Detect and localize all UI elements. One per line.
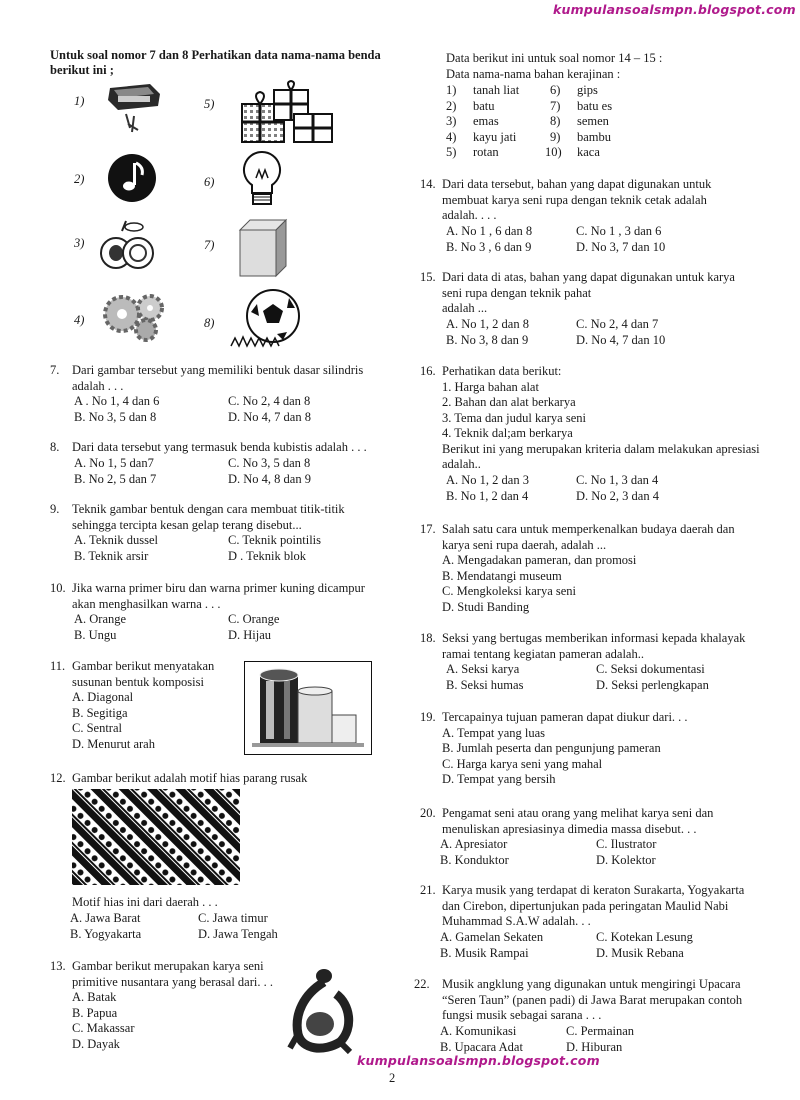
option-a[interactable]: A. Seksi karya — [446, 662, 520, 676]
question-number: 14. — [420, 177, 436, 191]
question-number: 8. — [50, 440, 60, 454]
cylinders-composition-image — [244, 661, 372, 755]
option-b[interactable]: B. Segitiga — [72, 705, 128, 720]
question-19 — [420, 710, 765, 788]
option-d[interactable]: D. Kolektor — [596, 853, 656, 867]
option-d[interactable]: D. No 4, 7 dan 10 — [576, 332, 666, 347]
question-stem: Muhammad S.A.W adalah. . . — [442, 914, 591, 928]
question-22 — [414, 977, 764, 1056]
question-stem: Dari data tersebut, bahan yang dapat digunakan untuk — [442, 177, 712, 191]
list-item: 1. Harga bahan alat — [442, 379, 539, 394]
figure-label-4: 4) — [74, 313, 85, 327]
option-c[interactable]: C. No 2, 4 dan 8 — [228, 394, 311, 408]
question-stem: adalah . . . — [72, 378, 124, 393]
question-stem: Seksi yang bertugas memberikan informasi kepada khalayak — [442, 631, 746, 645]
question-16 — [420, 364, 765, 505]
option-b[interactable]: B. Ungu — [74, 628, 117, 642]
question-number: 7. — [50, 363, 60, 377]
option-d[interactable]: D. No 2, 3 dan 4 — [576, 488, 659, 503]
right-intro-line-2: Data nama-nama bahan kerajinan : — [446, 67, 621, 81]
option-b[interactable]: B. Seksi humas — [446, 678, 524, 692]
option-b[interactable]: B. Papua — [72, 1005, 118, 1020]
option-b[interactable]: B. No 3, 5 dan 8 — [74, 410, 157, 424]
option-b[interactable]: B. No 3 , 6 dan 9 — [446, 239, 532, 254]
question-7 — [50, 363, 390, 426]
option-c[interactable]: C. Kotekan Lesung — [596, 929, 693, 944]
question-12-options — [50, 895, 370, 943]
pencil-box-image — [104, 80, 162, 140]
question-9 — [50, 502, 390, 565]
intro-line-1: Untuk soal nomor 7 dan 8 Perhatikan data nama-nama benda — [50, 48, 381, 62]
right-intro-line-1: Data berikut ini untuk soal nomor 14 – 15 : — [446, 51, 663, 65]
option-c[interactable]: C. No 2, 4 dan 7 — [576, 316, 659, 331]
option-b[interactable]: B. Yogyakarta — [70, 926, 142, 941]
option-d[interactable]: D. No 4, 7 dan 8 — [228, 410, 311, 424]
option-c[interactable]: C. Makassar — [72, 1021, 135, 1035]
question-stem: Jika warna primer biru dan warna primer kuning dicampur — [72, 581, 365, 595]
option-a[interactable]: A. Tempat yang luas — [442, 725, 546, 740]
primitive-sculpture-image — [284, 964, 360, 1056]
question-stem: Gambar berikut menyatakan — [72, 659, 215, 673]
question-number: 21. — [420, 883, 436, 897]
question-number: 10. — [50, 581, 66, 595]
question-stem: Motif hias ini dari daerah . . . — [72, 895, 218, 909]
question-stem: fungsi musik sebagai sarana . . . — [442, 1008, 602, 1022]
option-b[interactable]: B. No 1, 2 dan 4 — [446, 488, 529, 503]
question-number: 13. — [50, 959, 66, 973]
option-a[interactable]: A. No 1, 2 dan 8 — [446, 316, 529, 331]
question-number: 12. — [50, 771, 66, 785]
question-stem: menuliskan apresiasinya dimedia massa disebut. . . — [442, 821, 697, 836]
option-a[interactable]: A. Gamelan Sekaten — [440, 929, 544, 944]
question-10 — [50, 581, 390, 644]
option-c[interactable]: C. No 3, 5 dan 8 — [228, 455, 311, 470]
option-d[interactable]: D. Menurut arah — [72, 736, 155, 751]
question-number: 22. — [414, 977, 430, 991]
option-c[interactable]: C. No 1 , 3 dan 6 — [576, 223, 662, 238]
option-b[interactable]: B. No 2, 5 dan 7 — [74, 471, 157, 486]
intro-line-2: berikut ini ; — [50, 63, 114, 77]
question-stem: akan menghasilkan warna . . . — [72, 596, 221, 611]
question-number: 11. — [50, 659, 66, 673]
option-d[interactable]: D. Hiburan — [566, 1039, 623, 1054]
fruit-image — [98, 217, 156, 273]
question-stem: Berikut ini yang merupakan kriteria dalam melakukan apresiasi — [442, 441, 760, 456]
option-c[interactable]: C. Ilustrator — [596, 837, 657, 851]
option-c[interactable]: C. Harga karya seni yang mahal — [442, 756, 603, 771]
option-c[interactable]: C. Jawa timur — [198, 910, 268, 925]
option-d[interactable]: D. Hijau — [228, 628, 272, 642]
option-b[interactable]: B. Jumlah peserta dan pengunjung pameran — [442, 741, 661, 755]
option-b[interactable]: B. Upacara Adat — [440, 1039, 523, 1054]
question-stem: adalah ... — [442, 301, 488, 315]
option-a[interactable]: A. No 1, 5 dan7 — [74, 455, 154, 470]
option-a[interactable]: A. Diagonal — [72, 690, 134, 704]
question-stem: membuat karya seni rupa dengan teknik cetak adalah — [442, 192, 707, 207]
question-stem: seni rupa dengan teknik pahat — [442, 285, 592, 300]
question-15 — [420, 270, 765, 349]
figure-label-6: 6) — [204, 175, 215, 189]
question-number: 16. — [420, 364, 436, 378]
option-a[interactable]: A. Komunikasi — [440, 1023, 517, 1038]
question-stem: susunan bentuk komposisi — [72, 674, 204, 689]
question-number: 9. — [50, 502, 60, 516]
question-13 — [50, 959, 310, 1052]
music-note-icon — [107, 153, 157, 203]
option-b[interactable]: B. Musik Rampai — [440, 945, 529, 960]
page-number: 2 — [389, 1071, 396, 1085]
option-a[interactable]: A. Mengadakan pameran, dan promosi — [442, 553, 637, 567]
option-c[interactable]: C. Sentral — [72, 721, 122, 735]
question-8 — [50, 440, 390, 488]
option-a[interactable]: A. Apresiator — [440, 837, 508, 851]
option-c[interactable]: C. Orange — [228, 612, 280, 626]
option-a[interactable]: A. Teknik dussel — [74, 533, 158, 547]
option-d[interactable]: D. Seksi perlengkapan — [596, 678, 709, 692]
option-a[interactable]: A. Orange — [74, 612, 127, 626]
option-d[interactable]: D. No 3, 7 dan 10 — [576, 239, 666, 254]
question-stem: dan Cirebon, dipertunjukan pada peringatan Maulid Nabi — [442, 898, 729, 913]
option-a[interactable]: A . No 1, 4 dan 6 — [74, 394, 160, 408]
question-stem: “Seren Taun” (panen padi) di Jawa Barat merupakan contoh — [442, 992, 743, 1007]
figure-label-8: 8) — [204, 316, 215, 330]
option-d[interactable]: D. Tempat yang bersih — [442, 772, 556, 786]
question-number: 20. — [420, 806, 436, 820]
list-item: 4. Teknik dal;am berkarya — [442, 426, 573, 440]
question-stem: Dari data di atas, bahan yang dapat digunakan untuk karya — [442, 270, 735, 284]
light-bulb-icon — [240, 150, 284, 210]
option-a[interactable]: A. No 1 , 6 dan 8 — [446, 223, 533, 238]
question-stem: primitive nusantara yang berasal dari. . . — [72, 974, 273, 989]
question-stem: Perhatikan data berikut: — [442, 364, 562, 378]
list-item: 2. Bahan dan alat berkarya — [442, 395, 576, 409]
cube-image — [238, 218, 288, 278]
option-d[interactable]: D. Musik Rebana — [596, 945, 684, 960]
question-stem: Karya musik yang terdapat di keraton Surakarta, Yogyakarta — [442, 883, 745, 897]
question-number: 15. — [420, 270, 436, 284]
question-stem: Dari gambar tersebut yang memiliki bentuk dasar silindris — [72, 363, 364, 377]
option-c[interactable]: C. Permainan — [566, 1023, 635, 1038]
question-stem: ramai tentang kegiatan pameran adalah.. — [442, 646, 644, 661]
option-d[interactable]: D. No 4, 8 dan 9 — [228, 471, 311, 486]
question-stem: Salah satu cara untuk memperkenalkan budaya daerah dan — [442, 522, 735, 536]
question-stem: Pengamat seni atau orang yang melihat karya seni dan — [442, 806, 714, 820]
option-b[interactable]: B. No 3, 8 dan 9 — [446, 332, 529, 347]
figure-label-7: 7) — [204, 238, 215, 252]
option-a[interactable]: A. No 1, 2 dan 3 — [446, 472, 529, 487]
question-number: 17. — [420, 522, 436, 536]
list-item: 3. Tema dan judul karya seni — [442, 410, 586, 425]
option-a[interactable]: A. Jawa Barat — [70, 910, 141, 925]
watermark-bottom: kumpulansoalsmpn.blogspot.com — [357, 1053, 600, 1068]
option-d[interactable]: D. Jawa Tengah — [198, 926, 278, 941]
option-c[interactable]: C. No 1, 3 dan 4 — [576, 472, 659, 487]
option-c[interactable]: C. Teknik pointilis — [228, 533, 321, 547]
question-11 — [50, 659, 250, 752]
option-a[interactable]: A. Batak — [72, 990, 117, 1004]
figure-label-3: 3) — [74, 236, 85, 250]
option-d[interactable]: D. Studi Banding — [442, 599, 530, 614]
question-stem: karya seni rupa daerah, adalah ... — [442, 537, 607, 552]
gears-image — [98, 292, 170, 342]
question-12 — [50, 771, 370, 787]
question-stem: Gambar berikut adalah motif hias parang rusak — [72, 771, 308, 785]
question-stem: Musik angklung yang digunakan untuk mengiringi Upacara — [442, 977, 741, 991]
question-14 — [420, 177, 765, 256]
watermark-top: kumpulansoalsmpn.blogspot.com — [553, 2, 796, 17]
question-17 — [420, 522, 765, 615]
option-c[interactable]: C. Mengkoleksi karya seni — [442, 584, 577, 598]
question-stem: Tercapainya tujuan pameran dapat diukur dari. . . — [442, 710, 688, 724]
parang-rusak-motif-image — [72, 789, 240, 885]
question-number: 19. — [420, 710, 436, 724]
question-stem: Teknik gambar bentuk dengan cara membuat titik-titik — [72, 502, 345, 516]
soccer-ball-image — [229, 286, 301, 352]
figure-label-5: 5) — [204, 97, 215, 111]
option-b[interactable]: B. Mendatangi museum — [442, 568, 562, 583]
option-b[interactable]: B. Teknik arsir — [74, 549, 149, 563]
question-20 — [420, 806, 765, 869]
question-stem: Gambar berikut merupakan karya seni — [72, 959, 264, 973]
figure-label-1: 1) — [74, 94, 85, 108]
option-d[interactable]: D. Dayak — [72, 1036, 120, 1051]
question-21 — [420, 883, 765, 962]
gift-boxes-image — [238, 80, 336, 148]
question-stem: adalah. . . . — [442, 208, 497, 222]
question-stem: sehingga tercipta kesan gelap terang disebut... — [72, 517, 302, 532]
option-d[interactable]: D . Teknik blok — [228, 549, 307, 563]
figure-label-2: 2) — [74, 172, 85, 186]
question-18 — [420, 631, 765, 694]
option-c[interactable]: C. Seksi dokumentasi — [596, 662, 705, 676]
option-b[interactable]: B. Konduktor — [440, 853, 509, 867]
question-stem: Dari data tersebut yang termasuk benda kubistis adalah . . . — [72, 440, 367, 454]
question-number: 18. — [420, 631, 436, 645]
question-stem: adalah.. — [442, 457, 481, 471]
